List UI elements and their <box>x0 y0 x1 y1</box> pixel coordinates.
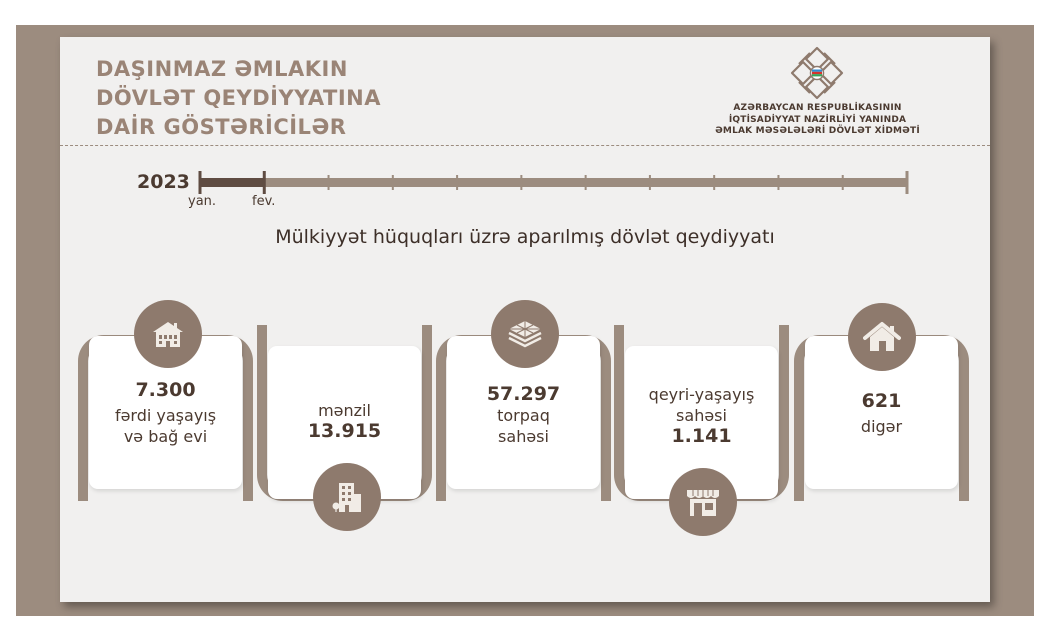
stat-value: 13.915 <box>307 420 382 442</box>
section-heading: Mülkiyyət hüquqları üzrə aparılmış dövlət qeydiyyatı <box>275 226 775 248</box>
dashed-divider <box>60 145 990 146</box>
timeline-tick <box>906 171 909 194</box>
timeline-tick <box>328 175 330 190</box>
timeline-tick <box>456 175 458 190</box>
timeline-tick <box>713 175 715 190</box>
land-plot-icon <box>491 300 559 368</box>
country-house-icon <box>134 300 202 368</box>
stat-label-line-2: və bağ evi <box>123 427 208 446</box>
stat-value: 621 <box>861 390 902 412</box>
title-line-3: DAİR GÖSTƏRİCİLƏR <box>96 115 347 139</box>
timeline-tick <box>777 175 779 190</box>
stat-label-line-2: sahəsi <box>676 406 727 425</box>
timeline-tick <box>199 171 202 194</box>
timeline-tick <box>585 175 587 190</box>
stat-label-line-1: torpaq <box>497 406 550 425</box>
title-line-1: DAŞINMAZ ƏMLAKIN <box>96 57 348 81</box>
stat-value: 57.297 <box>486 383 561 405</box>
timeline-track <box>200 178 907 187</box>
org-line-3: ƏMLAK MƏSƏLƏLƏRİ DÖVLƏT XİDMƏTİ <box>715 126 920 136</box>
stat-label-line-1: qeyri-yaşayış <box>648 385 755 404</box>
stat-value: 1.141 <box>671 425 732 447</box>
stat-label-line-1: fərdi yaşayış <box>114 406 217 425</box>
stat-label-line-1: mənzil <box>318 401 371 420</box>
org-line-1: AZƏRBAYCAN RESPUBLİKASININ <box>733 103 902 113</box>
timeline-tick <box>842 175 844 190</box>
timeline-year: 2023 <box>137 171 190 193</box>
month-label-start: yan. <box>188 194 217 209</box>
house-icon <box>848 303 916 371</box>
timeline-elapsed <box>200 178 264 187</box>
ministry-emblem-icon <box>785 45 849 101</box>
apartment-building-icon <box>313 463 381 531</box>
infographic-title <box>96 55 381 142</box>
shop-icon <box>669 468 737 536</box>
org-line-2: İQTİSADİYYAT NAZİRLİYİ YANINDA <box>728 114 907 125</box>
stat-label-line-1: digər <box>860 417 903 436</box>
organization-name <box>680 103 955 138</box>
month-timeline <box>198 167 914 199</box>
stat-value: 7.300 <box>135 379 196 401</box>
timeline-tick <box>520 175 522 190</box>
title-line-2: DÖVLƏT QEYDİYYATINA <box>96 86 381 110</box>
timeline-tick <box>649 175 651 190</box>
infographic-card <box>60 37 990 602</box>
month-label-end: fev. <box>252 194 276 209</box>
timeline-tick <box>263 171 266 194</box>
stat-label-line-2: sahəsi <box>498 427 549 446</box>
timeline-tick <box>392 175 394 190</box>
